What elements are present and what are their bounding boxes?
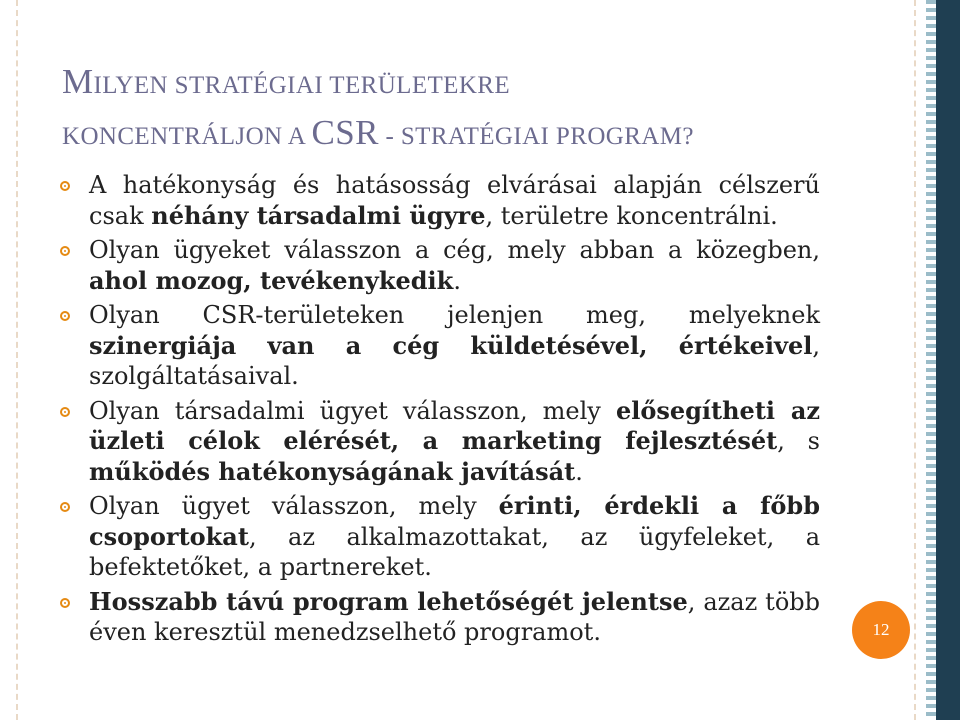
title-line-2-part-1: KONCENTRÁLJON A (62, 123, 312, 150)
bullet-2-text-1: Olyan ügyeket válasszon a cég, mely abban a közegben, (89, 236, 820, 264)
bullet-item-5 (60, 491, 820, 583)
title-line-2-part-2: - STRATÉGIAI PROGRAM? (378, 123, 694, 150)
bullet-4-text-2: , s (777, 427, 820, 455)
bullet-5-emphasis-1: érinti, érdekli a főbb csoportokat (89, 491, 820, 551)
title-line-1-text: ILYEN STRATÉGIAI TERÜLETEKRE (93, 72, 511, 99)
bullet-item-3 (60, 300, 820, 392)
bullet-icon (60, 311, 70, 321)
bullet-3-text-2: , szolgáltatásaival. (89, 331, 820, 390)
bullet-6-text-1: , azaz több éven keresztül menedzselhető programot. (89, 587, 820, 646)
bullet-1-text-2: , területre koncentrálni. (485, 201, 778, 230)
bullet-1-text-1: A hatékonyság és hatásosság elvárásai alapján célszerű csak (89, 171, 820, 230)
bullet-item-4 (60, 396, 820, 488)
title-cap-m: M (62, 62, 94, 101)
bullet-5-text-2: , az alkalmazottakat, az ügyfeleket, a befektetőket, a partnereket. (89, 522, 820, 581)
page-number-badge (852, 601, 910, 659)
bullet-2-text-2: . (453, 266, 461, 295)
bullet-icon (60, 246, 70, 256)
bullet-2-emphasis-1: ahol mozog, tevékenykedik (89, 265, 454, 295)
slide-title-line-2 (62, 111, 882, 162)
slide-title (62, 60, 882, 162)
bullet-icon (60, 502, 70, 512)
slide-title-line-1 (62, 60, 882, 111)
bullet-6-emphasis-1: Hosszabb távú program lehetőségét jelentse (89, 586, 688, 616)
bullet-icon (60, 407, 70, 417)
bullet-item-2 (60, 235, 820, 296)
bullet-3-text-1: Olyan CSR-területeken jelenjen meg, melyeknek (89, 301, 820, 329)
bullet-1-emphasis-1: néhány társadalmi ügyre (151, 200, 486, 230)
bullet-3-emphasis-1: szinergiája van a cég küldetésével, értékeivel (89, 330, 813, 360)
slide-content (60, 170, 820, 652)
bullet-icon (60, 598, 70, 608)
bullet-icon (60, 181, 70, 191)
bullet-4-text-3: . (575, 457, 583, 486)
right-dashed-border (914, 0, 916, 720)
bullet-item-6 (60, 587, 820, 648)
bullet-5-text-1: Olyan ügyet válasszon, mely (89, 492, 499, 520)
bullet-4-emphasis-1: elősegítheti az üzleti célok elérését, a marketing fejlesztését (89, 395, 820, 455)
bullet-4-emphasis-2: működés hatékonyságának javítását (89, 456, 576, 486)
right-striped-border (926, 0, 936, 720)
left-dashed-border (16, 0, 18, 720)
right-dark-border (936, 0, 960, 720)
bullet-4-text-1: Olyan társadalmi ügyet válasszon, mely (89, 396, 616, 425)
bullet-item-1 (60, 170, 820, 231)
page-number: 12 (872, 620, 890, 639)
title-csr: CSR (311, 113, 379, 152)
